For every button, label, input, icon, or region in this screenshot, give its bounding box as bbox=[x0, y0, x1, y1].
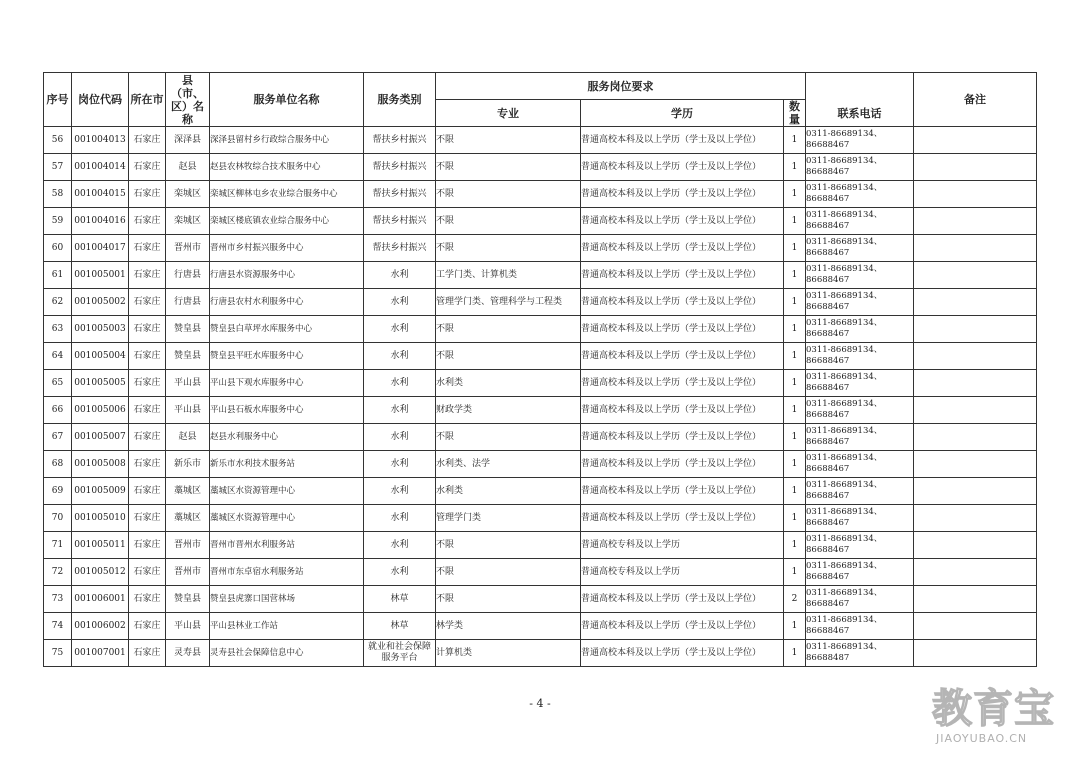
cell-city: 石家庄 bbox=[129, 127, 166, 154]
cell-unit: 赵县农林牧综合技术服务中心 bbox=[210, 154, 364, 181]
cell-seq: 64 bbox=[44, 343, 72, 370]
cell-unit: 晋州市乡村振兴服务中心 bbox=[210, 235, 364, 262]
cell-county: 平山县 bbox=[166, 397, 210, 424]
cell-phone: 0311-86689134、86688467 bbox=[806, 505, 914, 532]
cell-code: 001006002 bbox=[72, 613, 129, 640]
cell-category: 帮扶乡村振兴 bbox=[364, 154, 436, 181]
cell-phone: 0311-86689134、86688467 bbox=[806, 262, 914, 289]
cell-phone: 0311-86689134、86688467 bbox=[806, 532, 914, 559]
cell-major: 不限 bbox=[436, 154, 581, 181]
cell-unit: 灵寿县社会保障信息中心 bbox=[210, 640, 364, 667]
table-row bbox=[44, 451, 1037, 478]
cell-city: 石家庄 bbox=[129, 586, 166, 613]
cell-county: 晋州市 bbox=[166, 532, 210, 559]
cell-phone: 0311-86689134、86688467 bbox=[806, 424, 914, 451]
header-notes: 备注 bbox=[914, 73, 1037, 127]
cell-quantity: 1 bbox=[784, 370, 806, 397]
table-row bbox=[44, 127, 1037, 154]
cell-notes bbox=[914, 424, 1037, 451]
cell-major: 工学门类、计算机类 bbox=[436, 262, 581, 289]
header-major: 专业 bbox=[436, 100, 581, 127]
cell-county: 晋州市 bbox=[166, 235, 210, 262]
table-row bbox=[44, 505, 1037, 532]
header-quantity: 数量 bbox=[784, 100, 806, 127]
cell-education: 普通高校本科及以上学历（学士及以上学位） bbox=[581, 262, 784, 289]
cell-city: 石家庄 bbox=[129, 289, 166, 316]
header-phone: 联系电话 bbox=[806, 73, 914, 127]
cell-category: 林草 bbox=[364, 613, 436, 640]
cell-category: 水利 bbox=[364, 505, 436, 532]
cell-seq: 57 bbox=[44, 154, 72, 181]
cell-seq: 67 bbox=[44, 424, 72, 451]
cell-education: 普通高校本科及以上学历（学士及以上学位） bbox=[581, 613, 784, 640]
cell-quantity: 1 bbox=[784, 289, 806, 316]
cell-major: 水利类 bbox=[436, 370, 581, 397]
watermark-url: JIAOYUBAO.CN bbox=[936, 732, 1028, 745]
cell-category: 水利 bbox=[364, 424, 436, 451]
cell-notes bbox=[914, 559, 1037, 586]
cell-notes bbox=[914, 262, 1037, 289]
table-row bbox=[44, 397, 1037, 424]
cell-education: 普通高校本科及以上学历（学士及以上学位） bbox=[581, 451, 784, 478]
cell-education: 普通高校本科及以上学历（学士及以上学位） bbox=[581, 397, 784, 424]
cell-code: 001005006 bbox=[72, 397, 129, 424]
cell-quantity: 1 bbox=[784, 127, 806, 154]
cell-category: 水利 bbox=[364, 343, 436, 370]
cell-seq: 62 bbox=[44, 289, 72, 316]
watermark-text: 教育宝 bbox=[932, 686, 1055, 732]
cell-notes bbox=[914, 316, 1037, 343]
cell-education: 普通高校本科及以上学历（学士及以上学位） bbox=[581, 289, 784, 316]
cell-seq: 72 bbox=[44, 559, 72, 586]
cell-education: 普通高校专科及以上学历 bbox=[581, 532, 784, 559]
cell-phone: 0311-86689134、86688487 bbox=[806, 640, 914, 667]
cell-code: 001005010 bbox=[72, 505, 129, 532]
cell-category: 水利 bbox=[364, 532, 436, 559]
cell-category: 就业和社会保障服务平台 bbox=[364, 640, 436, 667]
cell-code: 001004014 bbox=[72, 154, 129, 181]
cell-seq: 65 bbox=[44, 370, 72, 397]
cell-code: 001006001 bbox=[72, 586, 129, 613]
header-city: 所在市 bbox=[129, 73, 166, 127]
cell-unit: 赞皇县虎寨口国营林场 bbox=[210, 586, 364, 613]
cell-unit: 平山县下观水库服务中心 bbox=[210, 370, 364, 397]
cell-category: 帮扶乡村振兴 bbox=[364, 127, 436, 154]
table-row bbox=[44, 343, 1037, 370]
cell-code: 001005012 bbox=[72, 559, 129, 586]
cell-seq: 73 bbox=[44, 586, 72, 613]
cell-notes bbox=[914, 397, 1037, 424]
cell-county: 赞皇县 bbox=[166, 586, 210, 613]
cell-quantity: 1 bbox=[784, 451, 806, 478]
cell-code: 001004015 bbox=[72, 181, 129, 208]
cell-unit: 行唐县水资源服务中心 bbox=[210, 262, 364, 289]
cell-county: 平山县 bbox=[166, 613, 210, 640]
cell-code: 001005004 bbox=[72, 343, 129, 370]
cell-phone: 0311-86689134、86688467 bbox=[806, 181, 914, 208]
table-row bbox=[44, 181, 1037, 208]
cell-county: 栾城区 bbox=[166, 181, 210, 208]
cell-unit: 新乐市水利技术服务站 bbox=[210, 451, 364, 478]
table-row bbox=[44, 235, 1037, 262]
cell-education: 普通高校本科及以上学历（学士及以上学位） bbox=[581, 370, 784, 397]
cell-phone: 0311-86689134、86688467 bbox=[806, 127, 914, 154]
cell-quantity: 2 bbox=[784, 586, 806, 613]
cell-unit: 平山县石板水库服务中心 bbox=[210, 397, 364, 424]
cell-quantity: 1 bbox=[784, 640, 806, 667]
cell-notes bbox=[914, 640, 1037, 667]
cell-code: 001005005 bbox=[72, 370, 129, 397]
cell-seq: 58 bbox=[44, 181, 72, 208]
cell-city: 石家庄 bbox=[129, 235, 166, 262]
cell-quantity: 1 bbox=[784, 262, 806, 289]
cell-quantity: 1 bbox=[784, 613, 806, 640]
table-row bbox=[44, 559, 1037, 586]
cell-major: 林学类 bbox=[436, 613, 581, 640]
cell-phone: 0311-86689134、86688467 bbox=[806, 154, 914, 181]
cell-notes bbox=[914, 370, 1037, 397]
cell-major: 不限 bbox=[436, 127, 581, 154]
cell-quantity: 1 bbox=[784, 181, 806, 208]
cell-category: 帮扶乡村振兴 bbox=[364, 235, 436, 262]
cell-notes bbox=[914, 613, 1037, 640]
cell-seq: 74 bbox=[44, 613, 72, 640]
cell-quantity: 1 bbox=[784, 505, 806, 532]
cell-category: 水利 bbox=[364, 397, 436, 424]
cell-notes bbox=[914, 289, 1037, 316]
cell-education: 普通高校本科及以上学历（学士及以上学位） bbox=[581, 343, 784, 370]
cell-notes bbox=[914, 451, 1037, 478]
table-row bbox=[44, 613, 1037, 640]
cell-major: 不限 bbox=[436, 586, 581, 613]
cell-phone: 0311-86689134、86688467 bbox=[806, 478, 914, 505]
cell-code: 001005002 bbox=[72, 289, 129, 316]
cell-notes bbox=[914, 154, 1037, 181]
cell-phone: 0311-86689134、86688467 bbox=[806, 559, 914, 586]
cell-category: 水利 bbox=[364, 289, 436, 316]
cell-county: 赵县 bbox=[166, 154, 210, 181]
cell-education: 普通高校本科及以上学历（学士及以上学位） bbox=[581, 208, 784, 235]
cell-quantity: 1 bbox=[784, 208, 806, 235]
cell-education: 普通高校本科及以上学历（学士及以上学位） bbox=[581, 181, 784, 208]
header-county: 县（市、区）名称 bbox=[166, 73, 210, 127]
cell-code: 001004016 bbox=[72, 208, 129, 235]
cell-unit: 栾城区柳林屯乡农业综合服务中心 bbox=[210, 181, 364, 208]
cell-notes bbox=[914, 586, 1037, 613]
cell-category: 帮扶乡村振兴 bbox=[364, 208, 436, 235]
cell-unit: 晋州市晋州水利服务站 bbox=[210, 532, 364, 559]
cell-county: 赞皇县 bbox=[166, 343, 210, 370]
cell-major: 不限 bbox=[436, 208, 581, 235]
cell-city: 石家庄 bbox=[129, 154, 166, 181]
cell-city: 石家庄 bbox=[129, 397, 166, 424]
cell-major: 财政学类 bbox=[436, 397, 581, 424]
cell-code: 001005001 bbox=[72, 262, 129, 289]
cell-unit: 赞皇县平旺水库服务中心 bbox=[210, 343, 364, 370]
table-row bbox=[44, 154, 1037, 181]
cell-major: 水利类 bbox=[436, 478, 581, 505]
cell-city: 石家庄 bbox=[129, 370, 166, 397]
cell-education: 普通高校本科及以上学历（学士及以上学位） bbox=[581, 316, 784, 343]
cell-city: 石家庄 bbox=[129, 505, 166, 532]
cell-notes bbox=[914, 235, 1037, 262]
cell-notes bbox=[914, 505, 1037, 532]
table-row bbox=[44, 316, 1037, 343]
cell-county: 赵县 bbox=[166, 424, 210, 451]
cell-major: 不限 bbox=[436, 316, 581, 343]
table-row bbox=[44, 640, 1037, 667]
cell-county: 灵寿县 bbox=[166, 640, 210, 667]
table-row bbox=[44, 478, 1037, 505]
cell-quantity: 1 bbox=[784, 532, 806, 559]
cell-notes bbox=[914, 532, 1037, 559]
cell-seq: 75 bbox=[44, 640, 72, 667]
header-education: 学历 bbox=[581, 100, 784, 127]
cell-unit: 赵县水利服务中心 bbox=[210, 424, 364, 451]
cell-category: 水利 bbox=[364, 478, 436, 505]
cell-category: 林草 bbox=[364, 586, 436, 613]
table-row bbox=[44, 532, 1037, 559]
cell-seq: 70 bbox=[44, 505, 72, 532]
cell-major: 水利类、法学 bbox=[436, 451, 581, 478]
cell-quantity: 1 bbox=[784, 343, 806, 370]
cell-city: 石家庄 bbox=[129, 559, 166, 586]
table-row bbox=[44, 370, 1037, 397]
cell-city: 石家庄 bbox=[129, 316, 166, 343]
cell-seq: 56 bbox=[44, 127, 72, 154]
cell-phone: 0311-86689134、86688467 bbox=[806, 235, 914, 262]
cell-code: 001005007 bbox=[72, 424, 129, 451]
cell-city: 石家庄 bbox=[129, 478, 166, 505]
cell-notes bbox=[914, 343, 1037, 370]
cell-phone: 0311-86689134、86688467 bbox=[806, 343, 914, 370]
cell-category: 水利 bbox=[364, 559, 436, 586]
cell-quantity: 1 bbox=[784, 478, 806, 505]
cell-education: 普通高校专科及以上学历 bbox=[581, 559, 784, 586]
cell-county: 行唐县 bbox=[166, 262, 210, 289]
cell-notes bbox=[914, 127, 1037, 154]
cell-seq: 63 bbox=[44, 316, 72, 343]
cell-category: 帮扶乡村振兴 bbox=[364, 181, 436, 208]
cell-county: 新乐市 bbox=[166, 451, 210, 478]
table-row bbox=[44, 586, 1037, 613]
cell-seq: 69 bbox=[44, 478, 72, 505]
cell-code: 001005008 bbox=[72, 451, 129, 478]
cell-major: 不限 bbox=[436, 343, 581, 370]
cell-phone: 0311-86689134、86688467 bbox=[806, 586, 914, 613]
cell-phone: 0311-86689134、86688467 bbox=[806, 451, 914, 478]
cell-phone: 0311-86689134、86688467 bbox=[806, 316, 914, 343]
cell-code: 001004013 bbox=[72, 127, 129, 154]
cell-unit: 深泽县留村乡行政综合服务中心 bbox=[210, 127, 364, 154]
cell-quantity: 1 bbox=[784, 397, 806, 424]
cell-quantity: 1 bbox=[784, 154, 806, 181]
cell-city: 石家庄 bbox=[129, 640, 166, 667]
cell-quantity: 1 bbox=[784, 235, 806, 262]
cell-code: 001005003 bbox=[72, 316, 129, 343]
cell-unit: 栾城区楼底镇农业综合服务中心 bbox=[210, 208, 364, 235]
cell-category: 水利 bbox=[364, 370, 436, 397]
cell-county: 行唐县 bbox=[166, 289, 210, 316]
cell-education: 普通高校本科及以上学历（学士及以上学位） bbox=[581, 235, 784, 262]
cell-category: 水利 bbox=[364, 316, 436, 343]
table-row bbox=[44, 262, 1037, 289]
cell-category: 水利 bbox=[364, 451, 436, 478]
cell-county: 平山县 bbox=[166, 370, 210, 397]
cell-city: 石家庄 bbox=[129, 343, 166, 370]
cell-major: 不限 bbox=[436, 424, 581, 451]
cell-county: 深泽县 bbox=[166, 127, 210, 154]
cell-city: 石家庄 bbox=[129, 424, 166, 451]
cell-notes bbox=[914, 208, 1037, 235]
cell-unit: 藁城区水资源管理中心 bbox=[210, 478, 364, 505]
cell-notes bbox=[914, 181, 1037, 208]
cell-seq: 59 bbox=[44, 208, 72, 235]
header-category: 服务类别 bbox=[364, 73, 436, 127]
cell-seq: 71 bbox=[44, 532, 72, 559]
cell-phone: 0311-86689134、86688467 bbox=[806, 613, 914, 640]
cell-code: 001004017 bbox=[72, 235, 129, 262]
cell-education: 普通高校本科及以上学历（学士及以上学位） bbox=[581, 478, 784, 505]
cell-quantity: 1 bbox=[784, 424, 806, 451]
cell-phone: 0311-86689134、86688467 bbox=[806, 208, 914, 235]
cell-county: 藁城区 bbox=[166, 478, 210, 505]
cell-major: 不限 bbox=[436, 235, 581, 262]
cell-unit: 行唐县农村水利服务中心 bbox=[210, 289, 364, 316]
positions-table bbox=[43, 72, 1037, 667]
cell-seq: 61 bbox=[44, 262, 72, 289]
cell-county: 晋州市 bbox=[166, 559, 210, 586]
table-row bbox=[44, 424, 1037, 451]
cell-major: 管理学门类、管理科学与工程类 bbox=[436, 289, 581, 316]
table-body bbox=[44, 127, 1037, 667]
header-requirements: 服务岗位要求 bbox=[436, 73, 806, 100]
cell-major: 管理学门类 bbox=[436, 505, 581, 532]
cell-seq: 68 bbox=[44, 451, 72, 478]
cell-education: 普通高校本科及以上学历（学士及以上学位） bbox=[581, 505, 784, 532]
cell-city: 石家庄 bbox=[129, 262, 166, 289]
cell-education: 普通高校本科及以上学历（学士及以上学位） bbox=[581, 127, 784, 154]
cell-city: 石家庄 bbox=[129, 208, 166, 235]
cell-quantity: 1 bbox=[784, 316, 806, 343]
cell-category: 水利 bbox=[364, 262, 436, 289]
header-code: 岗位代码 bbox=[72, 73, 129, 127]
cell-quantity: 1 bbox=[784, 559, 806, 586]
cell-major: 计算机类 bbox=[436, 640, 581, 667]
watermark-logo bbox=[920, 688, 1070, 748]
page-number: - 4 - bbox=[529, 697, 551, 710]
cell-education: 普通高校本科及以上学历（学士及以上学位） bbox=[581, 586, 784, 613]
cell-seq: 60 bbox=[44, 235, 72, 262]
cell-seq: 66 bbox=[44, 397, 72, 424]
header-unit: 服务单位名称 bbox=[210, 73, 364, 127]
cell-unit: 赞皇县白草坪水库服务中心 bbox=[210, 316, 364, 343]
cell-notes bbox=[914, 478, 1037, 505]
cell-education: 普通高校本科及以上学历（学士及以上学位） bbox=[581, 640, 784, 667]
cell-city: 石家庄 bbox=[129, 451, 166, 478]
cell-education: 普通高校本科及以上学历（学士及以上学位） bbox=[581, 424, 784, 451]
cell-education: 普通高校本科及以上学历（学士及以上学位） bbox=[581, 154, 784, 181]
cell-unit: 平山县林业工作站 bbox=[210, 613, 364, 640]
cell-phone: 0311-86689134、86688467 bbox=[806, 370, 914, 397]
header-seq: 序号 bbox=[44, 73, 72, 127]
header-row-top bbox=[44, 73, 1037, 100]
cell-unit: 晋州市东卓宿水利服务站 bbox=[210, 559, 364, 586]
cell-major: 不限 bbox=[436, 532, 581, 559]
cell-city: 石家庄 bbox=[129, 613, 166, 640]
cell-county: 栾城区 bbox=[166, 208, 210, 235]
table-row bbox=[44, 208, 1037, 235]
cell-phone: 0311-86689134、86688467 bbox=[806, 397, 914, 424]
cell-unit: 藁城区水资源管理中心 bbox=[210, 505, 364, 532]
table-row bbox=[44, 289, 1037, 316]
cell-phone: 0311-86689134、86688467 bbox=[806, 289, 914, 316]
cell-code: 001005009 bbox=[72, 478, 129, 505]
cell-code: 001007001 bbox=[72, 640, 129, 667]
cell-county: 赞皇县 bbox=[166, 316, 210, 343]
cell-county: 藁城区 bbox=[166, 505, 210, 532]
cell-code: 001005011 bbox=[72, 532, 129, 559]
cell-major: 不限 bbox=[436, 181, 581, 208]
cell-city: 石家庄 bbox=[129, 532, 166, 559]
cell-city: 石家庄 bbox=[129, 181, 166, 208]
cell-major: 不限 bbox=[436, 559, 581, 586]
